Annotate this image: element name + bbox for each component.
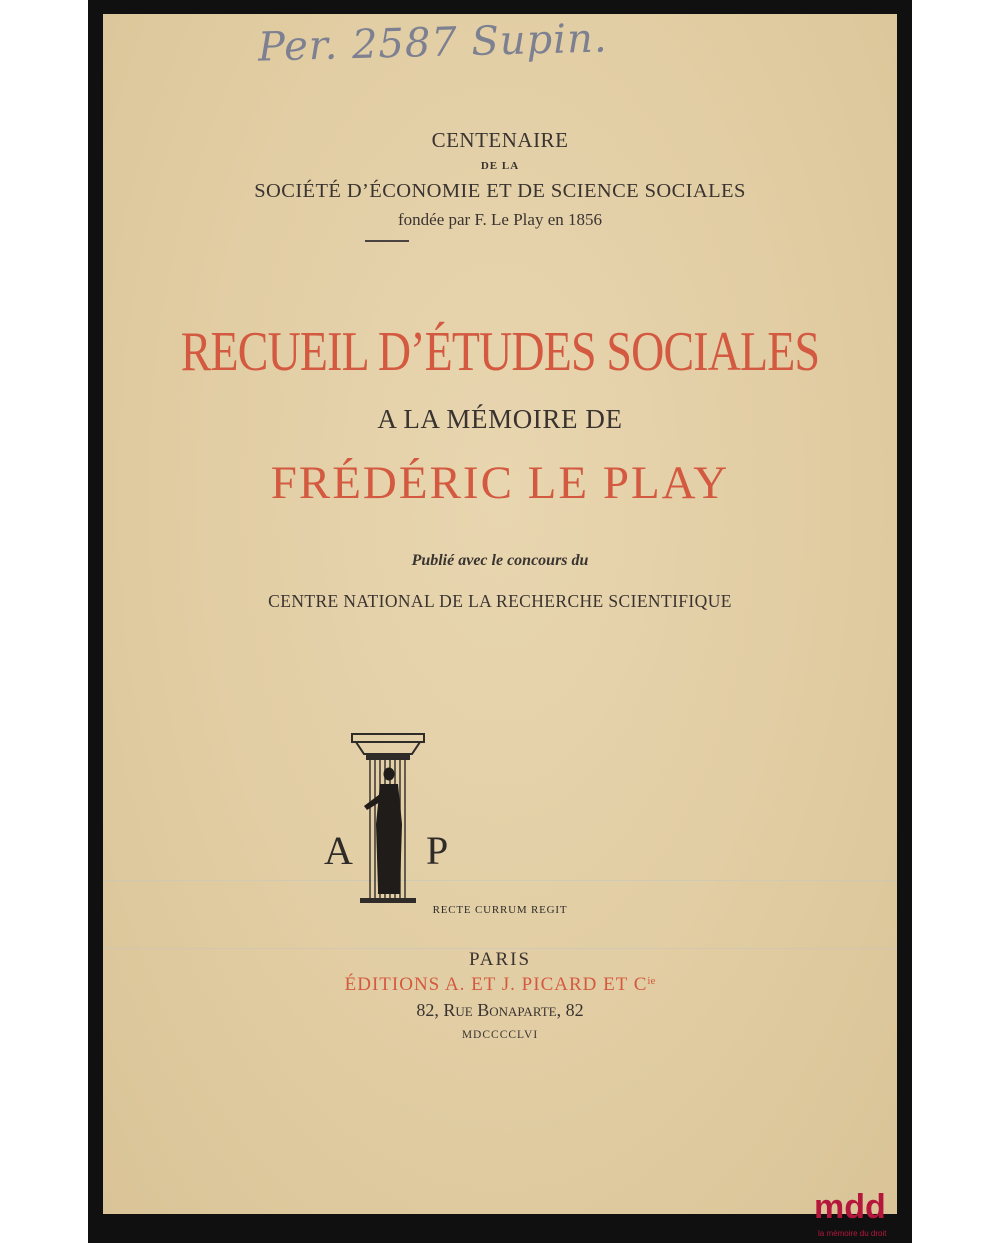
- mdd-watermark-logo: [800, 1178, 920, 1243]
- handwritten-note: Per. 2587 Supin.: [257, 15, 609, 71]
- mdd-brand-text: mdd: [814, 1188, 886, 1226]
- series-line-founded: fondée par F. Le Play en 1856: [398, 210, 602, 229]
- institution-name: CENTRE NATIONAL DE LA RECHERCHE SCIENTIFIQUE: [268, 591, 732, 611]
- imprint-address: [0, 1000, 1000, 1021]
- series-line-societe: SOCIÉTÉ D’ÉCONOMIE ET DE SCIENCE SOCIALES: [254, 180, 746, 202]
- address-number: 82,: [416, 1000, 439, 1020]
- publisher-sup: ie: [647, 975, 656, 987]
- series-line-centenaire: CENTENAIRE: [431, 128, 569, 152]
- imprint-city: PARIS: [468, 949, 532, 970]
- emblem-letter-a: A: [324, 828, 353, 873]
- fold-line: [103, 880, 897, 881]
- imprint-year: MDCCCCLVI: [461, 1029, 539, 1041]
- divider-rule: [365, 240, 409, 242]
- imprint-publisher: [0, 974, 1000, 996]
- publication-note: Publié avec le concours du: [411, 552, 589, 569]
- address-end: , 82: [556, 1000, 584, 1020]
- book-title: RECUEIL D’ÉTUDES SOCIALES: [180, 321, 820, 383]
- address-street: Rue Bonaparte: [443, 1000, 557, 1020]
- series-line-de-la: DE LA: [480, 160, 520, 172]
- mdd-tagline: la mémoire du droit: [818, 1229, 887, 1238]
- emblem-letter-p: P: [426, 828, 449, 873]
- book-subtitle: A LA MÉMOIRE DE: [377, 404, 623, 434]
- publisher-name: ÉDITIONS A. ET J. PICARD ET C: [344, 974, 648, 995]
- emblem-motto: RECTE CURRUM REGIT: [432, 904, 568, 916]
- honoree-name: FRÉDÉRIC LE PLAY: [270, 457, 730, 509]
- publisher-emblem-icon: [312, 714, 462, 914]
